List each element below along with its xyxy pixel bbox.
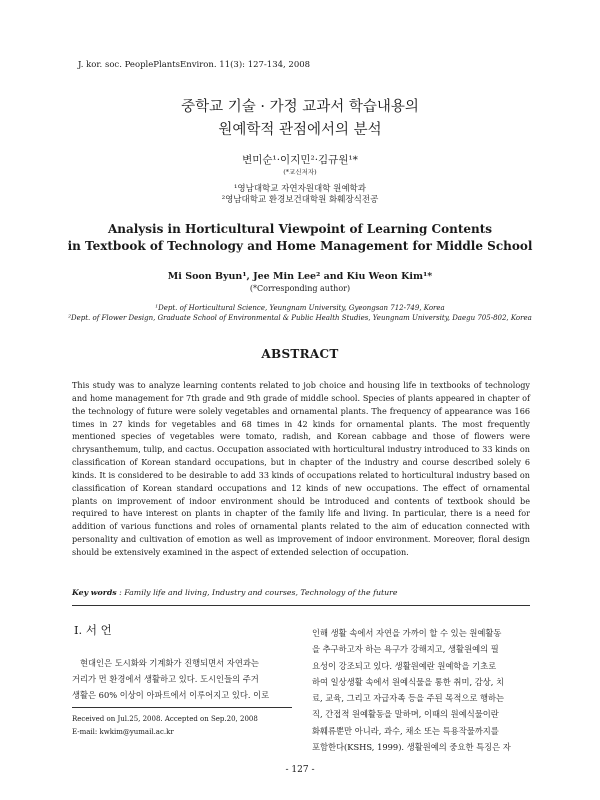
left-column-text xyxy=(72,655,292,703)
keywords xyxy=(72,588,530,597)
english-affiliation: ¹Dept. of Horticultural Science, Yeungnam University, Gyeongsan 712-749, Korea xyxy=(155,304,445,312)
text-line: 료, 교육, 그리고 자급자족 등을 주된 목적으로 행하는 xyxy=(312,693,505,704)
abstract-heading: ABSTRACT xyxy=(261,347,339,361)
korean-corresponding-note: (*교신저자) xyxy=(283,168,317,176)
english-affiliation: ²Dept. of Flower Design, Graduate School of Environmental & Public Health Studies, Yeungnam University, Daegu 705-802, Korea xyxy=(68,314,532,322)
keywords-text: : Family life and living, Industry and courses, Technology of the future xyxy=(119,588,398,597)
korean-title-line: 원예학적 관점에서의 분석 xyxy=(218,122,382,138)
english-authors: Mi Soon Byun¹, Jee Min Lee² and Kiu Weon Kim¹* xyxy=(167,271,433,282)
text-line: 현대인은 도시화와 기계화가 진행되면서 자연과는 xyxy=(80,658,259,668)
korean-title xyxy=(0,96,600,142)
korean-authors: 변미순¹·이지민²·김규원¹* xyxy=(242,154,358,166)
text-line: 거리가 먼 환경에서 생활하고 있다. 도시인들의 주거 xyxy=(72,674,259,684)
english-affiliations xyxy=(0,303,600,323)
english-title-line: in Textbook of Technology and Home Management for Middle School xyxy=(67,239,533,253)
english-title-line: Analysis in Horticultural Viewpoint of Learning Contents xyxy=(107,222,493,236)
korean-affiliation: ¹영남대학교 자연자원대학 원예학과 xyxy=(234,184,366,194)
english-title xyxy=(0,221,600,255)
divider xyxy=(72,605,530,606)
english-corresponding-note: (*Corresponding author) xyxy=(249,284,351,293)
text-line: 포함한다(KSHS, 1999). 생활원예의 중요한 특징은 자 xyxy=(312,742,511,753)
text-line: 하여 일상생활 속에서 원예식물을 통한 취미, 감상, 치 xyxy=(312,676,505,687)
text-line: 직, 간접적 원예활동을 말하며, 이때의 원예식물이란 xyxy=(312,709,499,720)
keywords-label: Key words xyxy=(72,588,117,597)
footnote-divider xyxy=(72,707,292,708)
korean-affiliations xyxy=(0,184,600,206)
journal-citation: J. kor. soc. PeoplePlantsEnviron. 11(3): 127-134, 2008 xyxy=(78,60,311,70)
korean-title-line: 중학교 기술 · 가정 교과서 학습내용의 xyxy=(181,99,419,115)
footnote-email: E-mail: kwkim@yumail.ac.kr xyxy=(72,728,174,736)
text-line: 인해 생활 속에서 자연을 가까이 할 수 있는 원예활동 xyxy=(312,628,502,638)
footnote-received: Received on Jul.25, 2008. Accepted on Sep.20, 2008 xyxy=(72,715,258,723)
text-line: 생활은 60% 이상이 아파트에서 이루어지고 있다. 이로 xyxy=(72,690,270,700)
section-heading: Ⅰ. 서 언 xyxy=(74,623,112,637)
text-line: 을 추구하고자 하는 욕구가 강해지고, 생활원예의 필 xyxy=(312,644,499,655)
right-column-text xyxy=(312,625,530,755)
text-line: 요성이 강조되고 있다. 생활원예란 원예학을 기초로 xyxy=(312,660,497,671)
page-number: - 127 - xyxy=(285,765,315,775)
text-line: 화훼류뿐만 아니라, 과수, 채소 또는 특용작물까지를 xyxy=(312,725,499,736)
footnote xyxy=(72,713,258,739)
korean-affiliation: ²영남대학교 환경보건대학원 화훼장식전공 xyxy=(221,195,379,205)
abstract-text: This study was to analyze learning contents related to job choice and housing life in textbooks of technology and home management for 7th grade and 9th grade of middle school. Species of plants appeared in chapter of the technology of future were solely vegetables and ornamental plants. The frequency of appearance was 166 times in 27 kinds for vegetables and 68 times in 42 kinds for ornamental plants. The most frequently mentioned species of vegetables were tomato, radish, and Korean cabbage and those of flowers were chrysanthemum, tulip, and cactus. Occupation associated with horticultural industry introduced to 33 kinds on classification of Korean standard occupations, but in chapter of the industry and course described solely 6 kinds. It is considered to be desirable to add 33 kinds of occupations related to horticultural industry based on classification of Korean standard occupations and 12 kinds of new occupations. The effect of ornamental plants on improvement of indoor environment should be introduced and contents of textbook should be required to have interest on plants in chapter of the family life and living. In particular, there is a need for addition of various functions and roles of ornamental plants related to the aim of education connected with personality and cultivation of emotion as well as improvement of indoor environment. Moreover, floral design should be extensively examined in the aspect of extended selection of occupation. xyxy=(72,380,530,557)
